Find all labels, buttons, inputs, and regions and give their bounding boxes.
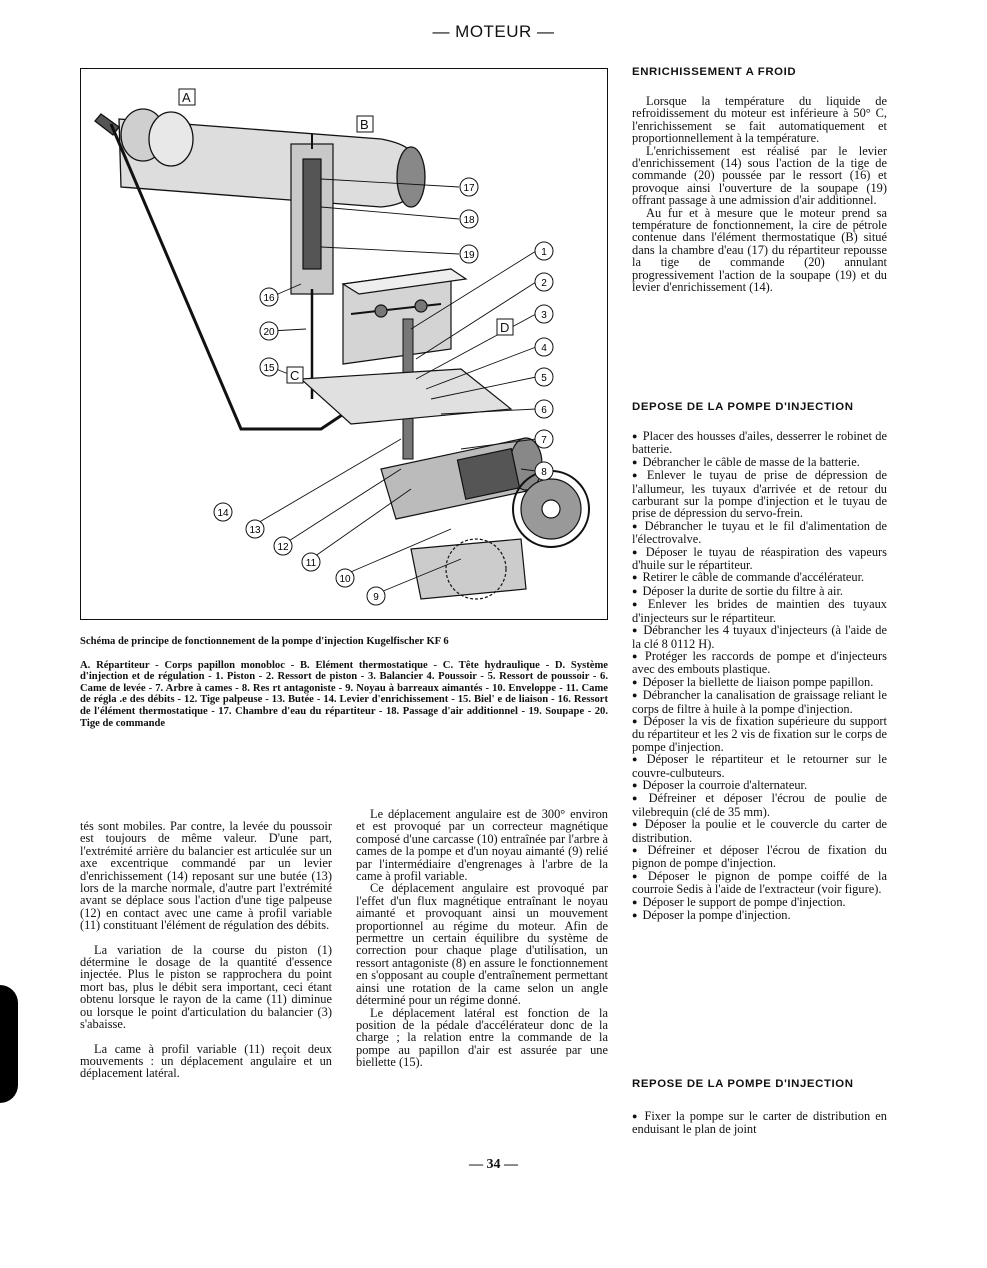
callout-20 [260,322,278,340]
caption-title: Schéma de principe de fonctionnement de la pompe d'injection Kugelfischer KF 6 [80,636,449,647]
depose-step: ● Déposer la vis de fixation supérieure du support du répartiteur et les 2 vis de fixation sur le corps de pompe d'injection. [632,715,887,753]
depose-step: ● Déposer le support de pompe d'injection. [632,896,887,909]
enrichissement-paragraph-3: Au fur et à mesure que le moteur prend sa température de fonctionnement, la cire de pétrole contenue dans l'élément thermostatique (B) situé dans la chambre d'eau (17) du répartiteur repousse la tige de commande (20) annulant progressivement l'action de la soupape (19) et du levier d'enrichissement (14). [632,205,887,295]
callout-15 [260,358,278,376]
callout-7 [535,430,553,448]
depose-step: ● Débrancher le câble de masse de la batterie. [632,456,887,469]
depose-step: ● Protéger les raccords de pompe et d'injecteurs avec des embouts plastique. [632,650,887,676]
depose-step: ● Défreiner et déposer l'écrou de poulie de vilebrequin (clé de 35 mm). [632,792,887,818]
figure-caption [80,636,608,729]
svg-text:8: 8 [541,467,547,478]
svg-text:7: 7 [541,435,547,446]
depose-step: ● Enlever les brides de maintien des tuyaux d'injecteurs sur le répartiteur. [632,598,887,624]
thermostat-element [291,134,333,294]
page-number: — 34 — [469,1157,518,1172]
section-title-enrichissement: ENRICHISSEMENT A FROID [632,66,797,78]
enrichissement-paragraph-1: Lorsque la température du liquide de refroidissement du moteur est inférieure à 50° C, l'enrichissement se fait automatiquement et proportionnellement à la température. [632,94,887,146]
svg-text:18: 18 [463,215,475,226]
svg-text:20: 20 [263,327,275,338]
depose-steps-list [632,430,887,922]
depose-step: ● Enlever le tuyau de prise de dépression de l'allumeur, les tuyaux d'arrivée et de retour du carburant sur la pompe d'injection et le tuyau de prise de dépression du servo-frein. [632,469,887,520]
callout-3 [535,305,553,323]
caption-legend: A. Répartiteur - Corps papillon monobloc - B. Elément thermostatique - C. Tête hydraulique - D. Système d'injection et de régulation - 1. Piston - 2. Ressort de piston - 3. Balancier 4. Poussoir - 5. Ressort de poussoir - 6. Came de levée - 7. Arbre à cames - 8. Res rt antagoniste - 9. Noyau à barreaux aimantés - 10. Enveloppe - 11. Came de régla .e des débits - 12. Tige palpeuse - 13. Butée - 14. Levier d'enrichissement - 15. Biel' e de liaison - 16. Ressort de l'élément thermostatique - 17. Chambre d'eau du répartiteur - 18. Passage d'air additionnel - 19. Soupape - 20. Tige de commande [80,659,608,729]
callout-17 [460,178,478,196]
callout-12 [274,537,292,555]
label-D: D [500,320,510,335]
callout-10 [336,569,354,587]
callout-4 [535,338,553,356]
callout-14 [214,503,232,521]
middle-paragraph-1: Le déplacement angulaire est de 300° environ et est provoqué par un correcteur magnétique composé d'une carcasse (10) entraînée par l'arbre à cames de la pompe et d'un noyau aimanté (9) relié par l'intermédiaire d'engrenages à l'arbre de la came à profil variable. [356,807,608,884]
callout-11 [302,553,320,571]
callout-2 [535,273,553,291]
svg-text:19: 19 [463,250,475,261]
depose-step: ● Débrancher la canalisation de graissage reliant le corps de filtre à huile à la pompe d'injection. [632,689,887,715]
depose-step: ● Déposer le tuyau de réaspiration des vapeurs d'huile sur le répartiteur. [632,546,887,572]
callout-5 [535,368,553,386]
callout-9 [367,587,385,605]
left-paragraph-1: tés sont mobiles. Par contre, la levée du poussoir est toujours de même valeur. D'une part, l'extrémité arrière du balancier est articulée sur un axe excentrique commandé par un levier d'enrichissement (14) reposant sur une butée (13) lors de la marche normale, d'autre part l'extrémité avant se déplace sous l'action d'une tige palpeuse (12) en contact avec une came à profil variable (11) constituant l'élément de régulation des débits. [80,819,332,933]
callout-13 [246,520,264,538]
label-B: B [360,117,369,132]
svg-text:1: 1 [541,247,547,258]
callout-18 [460,210,478,228]
svg-text:5: 5 [541,373,547,384]
depose-step: ● Débrancher le tuyau et le fil d'alimentation de l'électrovalve. [632,520,887,546]
left-paragraph-3: La came à profil variable (11) reçoit deux mouvements : un déplacement angulaire et un déplacement latéral. [80,1041,332,1081]
depose-step: ● Retirer le câble de commande d'accélérateur. [632,571,887,584]
middle-paragraph-3: Le déplacement latéral est fonction de la position de la pédale d'accélérateur donc de la charge ; la relation entre la commande de la pompe au papillon d'air est assurée par une biellette (15). [356,1005,608,1070]
depose-step: ● Déposer le pignon de pompe coiffé de la courroie Sedis à l'aide de l'extracteur (voir figure). [632,870,887,896]
depose-step: ● Débrancher les 4 tuyaux d'injecteurs (à l'aide de la clé 8 0112 H). [632,624,887,650]
depose-step: ● Déposer la pompe d'injection. [632,909,887,922]
callout-1 [535,242,553,260]
svg-text:11: 11 [305,558,317,569]
left-text-column [80,820,332,1080]
svg-text:12: 12 [277,542,289,553]
pump-schematic-figure [80,68,608,620]
svg-text:6: 6 [541,405,547,416]
callout-16 [260,288,278,306]
right-enrichissement-text [632,95,887,294]
repose-step: ● Fixer la pompe sur le carter de distribution en enduisant le plan de joint [632,1110,887,1136]
enrichissement-paragraph-2: L'enrichissement est réalisé par le levier d'enrichissement (14) sous l'action de la tige de commande (20) poussée par le ressort (16) et provoque ainsi l'ouverture de la soupape (19) offrant passage à une admission d'air additionnel. [632,143,887,208]
left-paragraph-2: La variation de la course du piston (1) détermine le dosage de la quantité d'essence injectée. Plus le piston se rapprochera du point mort bas, plus le débit sera important, ceci étant obtenu lorsque le rayon de la came (11) diminue ou lorsque le point d'articulation du balancier (3) s'abaisse. [80,942,332,1032]
callout-19 [460,245,478,263]
section-title-repose: REPOSE DE LA POMPE D'INJECTION [632,1078,854,1090]
svg-text:3: 3 [541,310,547,321]
label-C: C [290,368,300,383]
middle-paragraph-2: Ce déplacement angulaire est provoqué par l'effet d'un flux magnétique entraînant le noyau aimanté et provoquant ainsi un mouvement proportionnel au régime du moteur. Afin de permettre un certain équilibre du système de correction pour chaque plage d'utilisation, un ressort antagoniste (8) en assure le fonctionnement en s'opposant au couple d'entraînement permettant ainsi une rotation de la came selon un angle déterminé pour un régime donné. [356,881,608,1008]
callout-6 [535,400,553,418]
depose-step: ● Déposer le répartiteur et le retourner sur le couvre-culbuteurs. [632,753,887,779]
svg-text:17: 17 [463,183,475,194]
svg-text:15: 15 [263,363,275,374]
section-title-depose: DEPOSE DE LA POMPE D'INJECTION [632,401,854,413]
callout-8 [535,462,553,480]
distributor-tube [95,109,425,207]
svg-text:4: 4 [541,343,547,354]
svg-text:16: 16 [263,293,275,304]
depose-step: ● Placer des housses d'ailes, desserrer le robinet de batterie. [632,430,887,456]
depose-step: ● Déposer la biellette de liaison pompe papillon. [632,676,887,689]
depose-step: ● Déposer la poulie et le couvercle du carter de distribution. [632,818,887,844]
svg-text:10: 10 [339,574,351,585]
pump-schematic-drawing [81,69,607,619]
page-header: — MOTEUR — [432,22,555,41]
svg-text:2: 2 [541,278,547,289]
depose-step: ● Déposer la courroie d'alternateur. [632,779,887,792]
depose-step: ● Défreiner et déposer l'écrou de fixation du pignon de pompe d'injection. [632,844,887,870]
camshaft-assembly [381,438,589,599]
svg-text:9: 9 [373,592,379,603]
repose-steps-list [632,1110,887,1136]
depose-step: ● Déposer la durite de sortie du filtre à air. [632,585,887,598]
svg-text:13: 13 [249,525,261,536]
binding-margin-mark [0,985,18,1103]
label-A: A [182,90,191,105]
svg-text:14: 14 [217,508,229,519]
middle-text-column [356,808,608,1069]
